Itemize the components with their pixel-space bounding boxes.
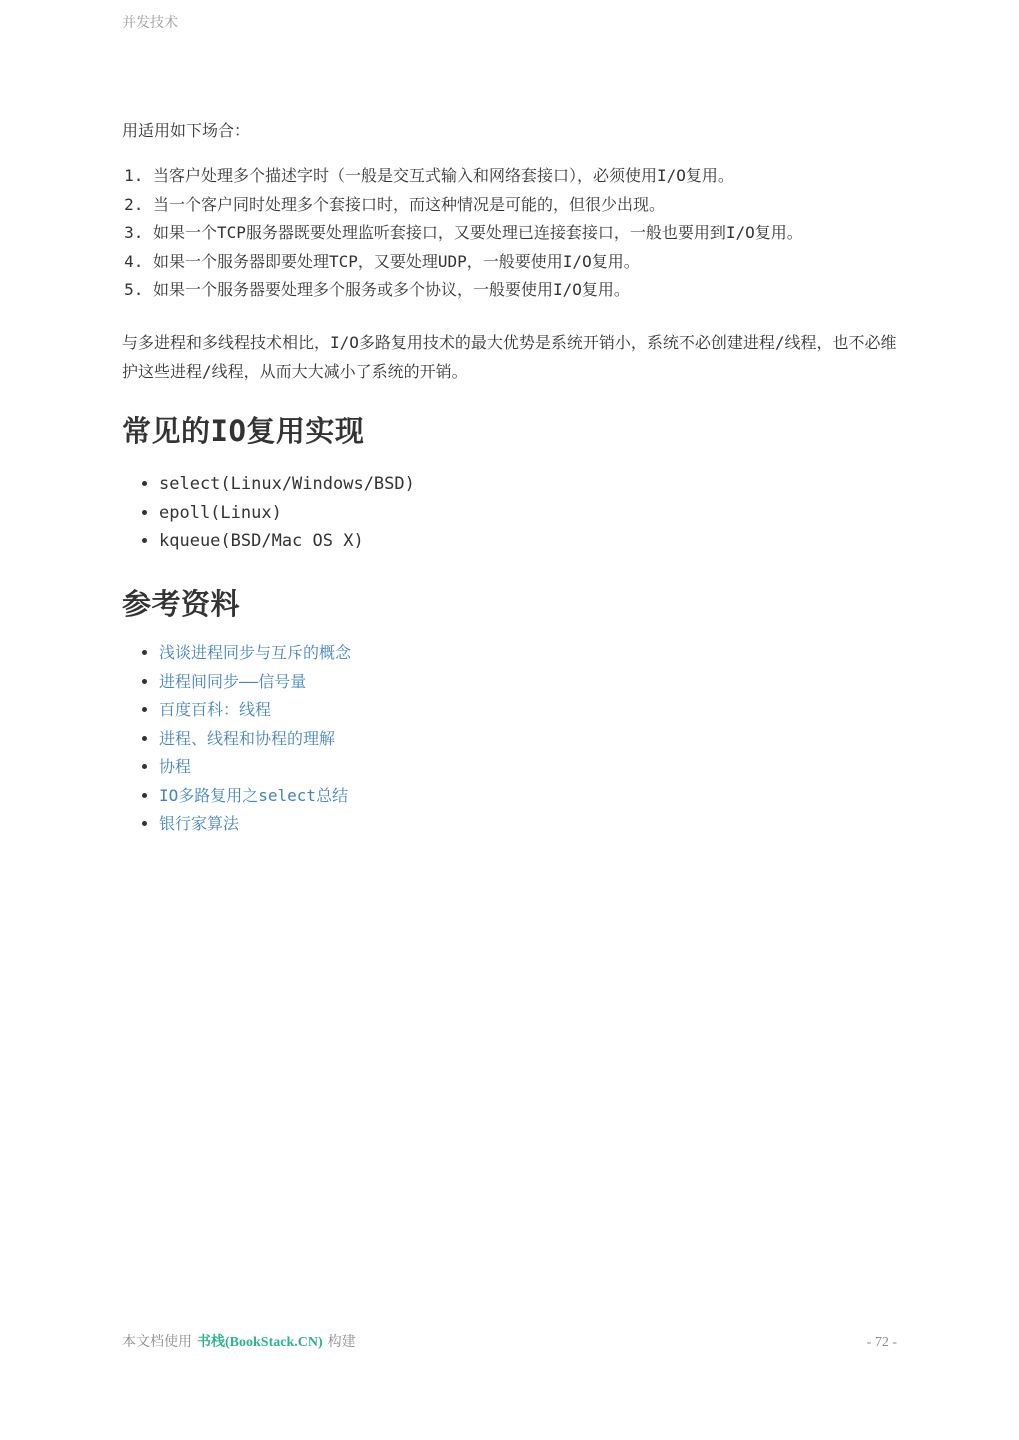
summary-paragraph: 与多进程和多线程技术相比，I/O多路复用技术的最大优势是系统开销小，系统不必创建进程/线程，也不必维护这些进程/线程，从而大大减小了系统的开销。 bbox=[122, 333, 897, 381]
list-item bbox=[159, 725, 351, 754]
list-item bbox=[159, 810, 351, 839]
code-list-item: • kqueue(BSD/Mac OS X) bbox=[159, 527, 415, 556]
reference-link[interactable]: IO多路复用之select总结 bbox=[159, 785, 349, 805]
numbered-item: 1. 当客户处理多个描述字时（一般是交互式输入和网络套接口），必须使用I/O复用。 bbox=[153, 162, 943, 191]
code-list-item: • epoll(Linux) bbox=[159, 499, 415, 528]
page-number: - 72 - bbox=[866, 1335, 897, 1350]
reference-link-list bbox=[122, 639, 351, 839]
page-footer bbox=[122, 1331, 897, 1351]
list-item bbox=[159, 639, 351, 668]
footer-prefix: 本文档使用 bbox=[122, 1334, 192, 1350]
reference-link[interactable]: 进程间同步——信号量 bbox=[159, 671, 307, 691]
list-item bbox=[159, 668, 351, 697]
footer-suffix: 构建 bbox=[327, 1334, 356, 1350]
numbered-item: 3. 如果一个TCP服务器既要处理监听套接口，又要处理已连接套接口，一般也要用到I/O复用。 bbox=[153, 219, 943, 248]
footer-attribution bbox=[122, 1331, 356, 1351]
reference-link[interactable]: 协程 bbox=[159, 757, 192, 776]
list-item bbox=[159, 782, 351, 811]
reference-link[interactable]: 百度百科：线程 bbox=[159, 700, 272, 719]
numbered-item: 4. 如果一个服务器即要处理TCP，又要处理UDP，一般要使用I/O复用。 bbox=[153, 248, 943, 277]
reference-link[interactable]: 银行家算法 bbox=[159, 814, 240, 833]
section-title-io-implementations: 常见的IO复用实现 bbox=[122, 414, 365, 448]
usage-numbered-list bbox=[122, 162, 943, 305]
numbered-item: 2. 当一个客户同时处理多个套接口时，而这种情况是可能的，但很少出现。 bbox=[153, 191, 943, 220]
io-implementations-list bbox=[122, 470, 415, 556]
section-title-references: 参考资料 bbox=[122, 587, 241, 621]
reference-link[interactable]: 浅谈进程同步与互斥的概念 bbox=[159, 643, 352, 662]
numbered-item: 5. 如果一个服务器要处理多个服务或多个协议，一般要使用I/O复用。 bbox=[153, 276, 943, 305]
intro-text: 用适用如下场合： bbox=[122, 121, 251, 140]
reference-link[interactable]: 进程、线程和协程的理解 bbox=[159, 728, 336, 748]
running-header: 并发技术 bbox=[122, 15, 178, 31]
list-item bbox=[159, 753, 351, 782]
code-list-item: • select(Linux/Windows/BSD) bbox=[159, 470, 415, 499]
list-item bbox=[159, 696, 351, 725]
bookstack-brand-link[interactable]: 书栈(BookStack.CN) bbox=[197, 1335, 323, 1350]
